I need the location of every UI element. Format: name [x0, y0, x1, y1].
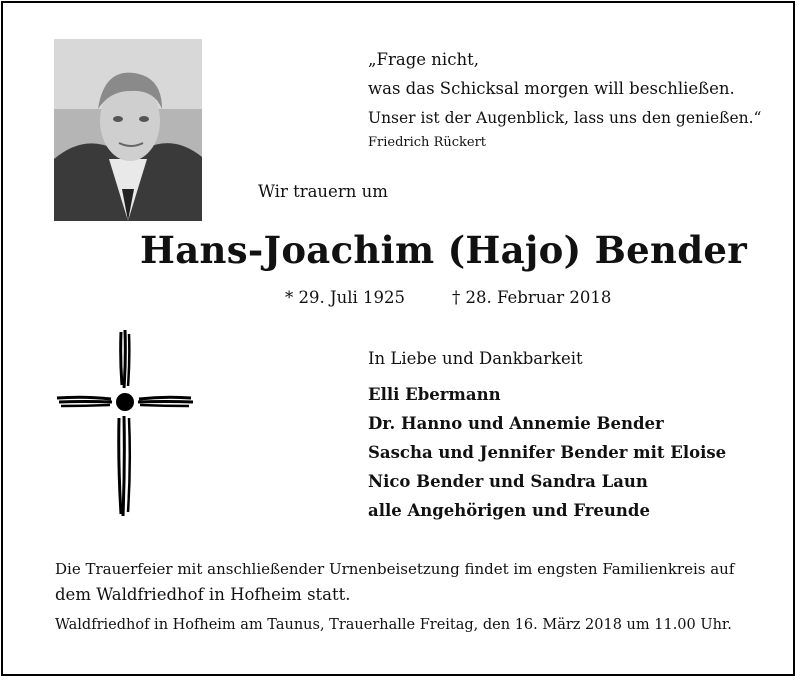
quote-line-3: Unser ist der Augenblick, lass uns den genießen.“ — [368, 109, 762, 127]
portrait-photo — [54, 39, 202, 221]
ceremony-location: Waldfriedhof in Hofheim am Taunus, Trauerhalle Freitag, den 16. März 2018 um 11.00 Uhr. — [55, 617, 732, 633]
family-member: Nico Bender und Sandra Laun — [368, 472, 648, 491]
ceremony-notice-line-1: Die Trauerfeier mit anschließender Urnenbeisetzung findet im engsten Familienkreis auf — [55, 560, 735, 578]
quote-author: Friedrich Rückert — [368, 135, 487, 150]
deceased-name: Hans-Joachim (Hajo) Bender — [140, 228, 748, 272]
family-member: Dr. Hanno und Annemie Bender — [368, 414, 664, 433]
cross-icon — [55, 330, 195, 516]
family-member: alle Angehörigen und Freunde — [368, 501, 650, 520]
birth-date: * 29. Juli 1925 — [285, 288, 406, 307]
family-member: Sascha und Jennifer Bender mit Eloise — [368, 443, 727, 462]
family-intro: In Liebe und Dankbarkeit — [368, 349, 583, 368]
quote-line-2: was das Schicksal morgen will beschließen. — [368, 79, 735, 98]
mourning-intro: Wir trauern um — [258, 182, 388, 201]
quote-line-1: „Frage nicht, — [368, 50, 479, 69]
ceremony-notice-line-2: dem Waldfriedhof in Hofheim statt. — [55, 585, 351, 604]
family-member: Elli Ebermann — [368, 385, 501, 404]
death-date: † 28. Februar 2018 — [452, 288, 612, 307]
portrait-illustration — [54, 39, 202, 221]
